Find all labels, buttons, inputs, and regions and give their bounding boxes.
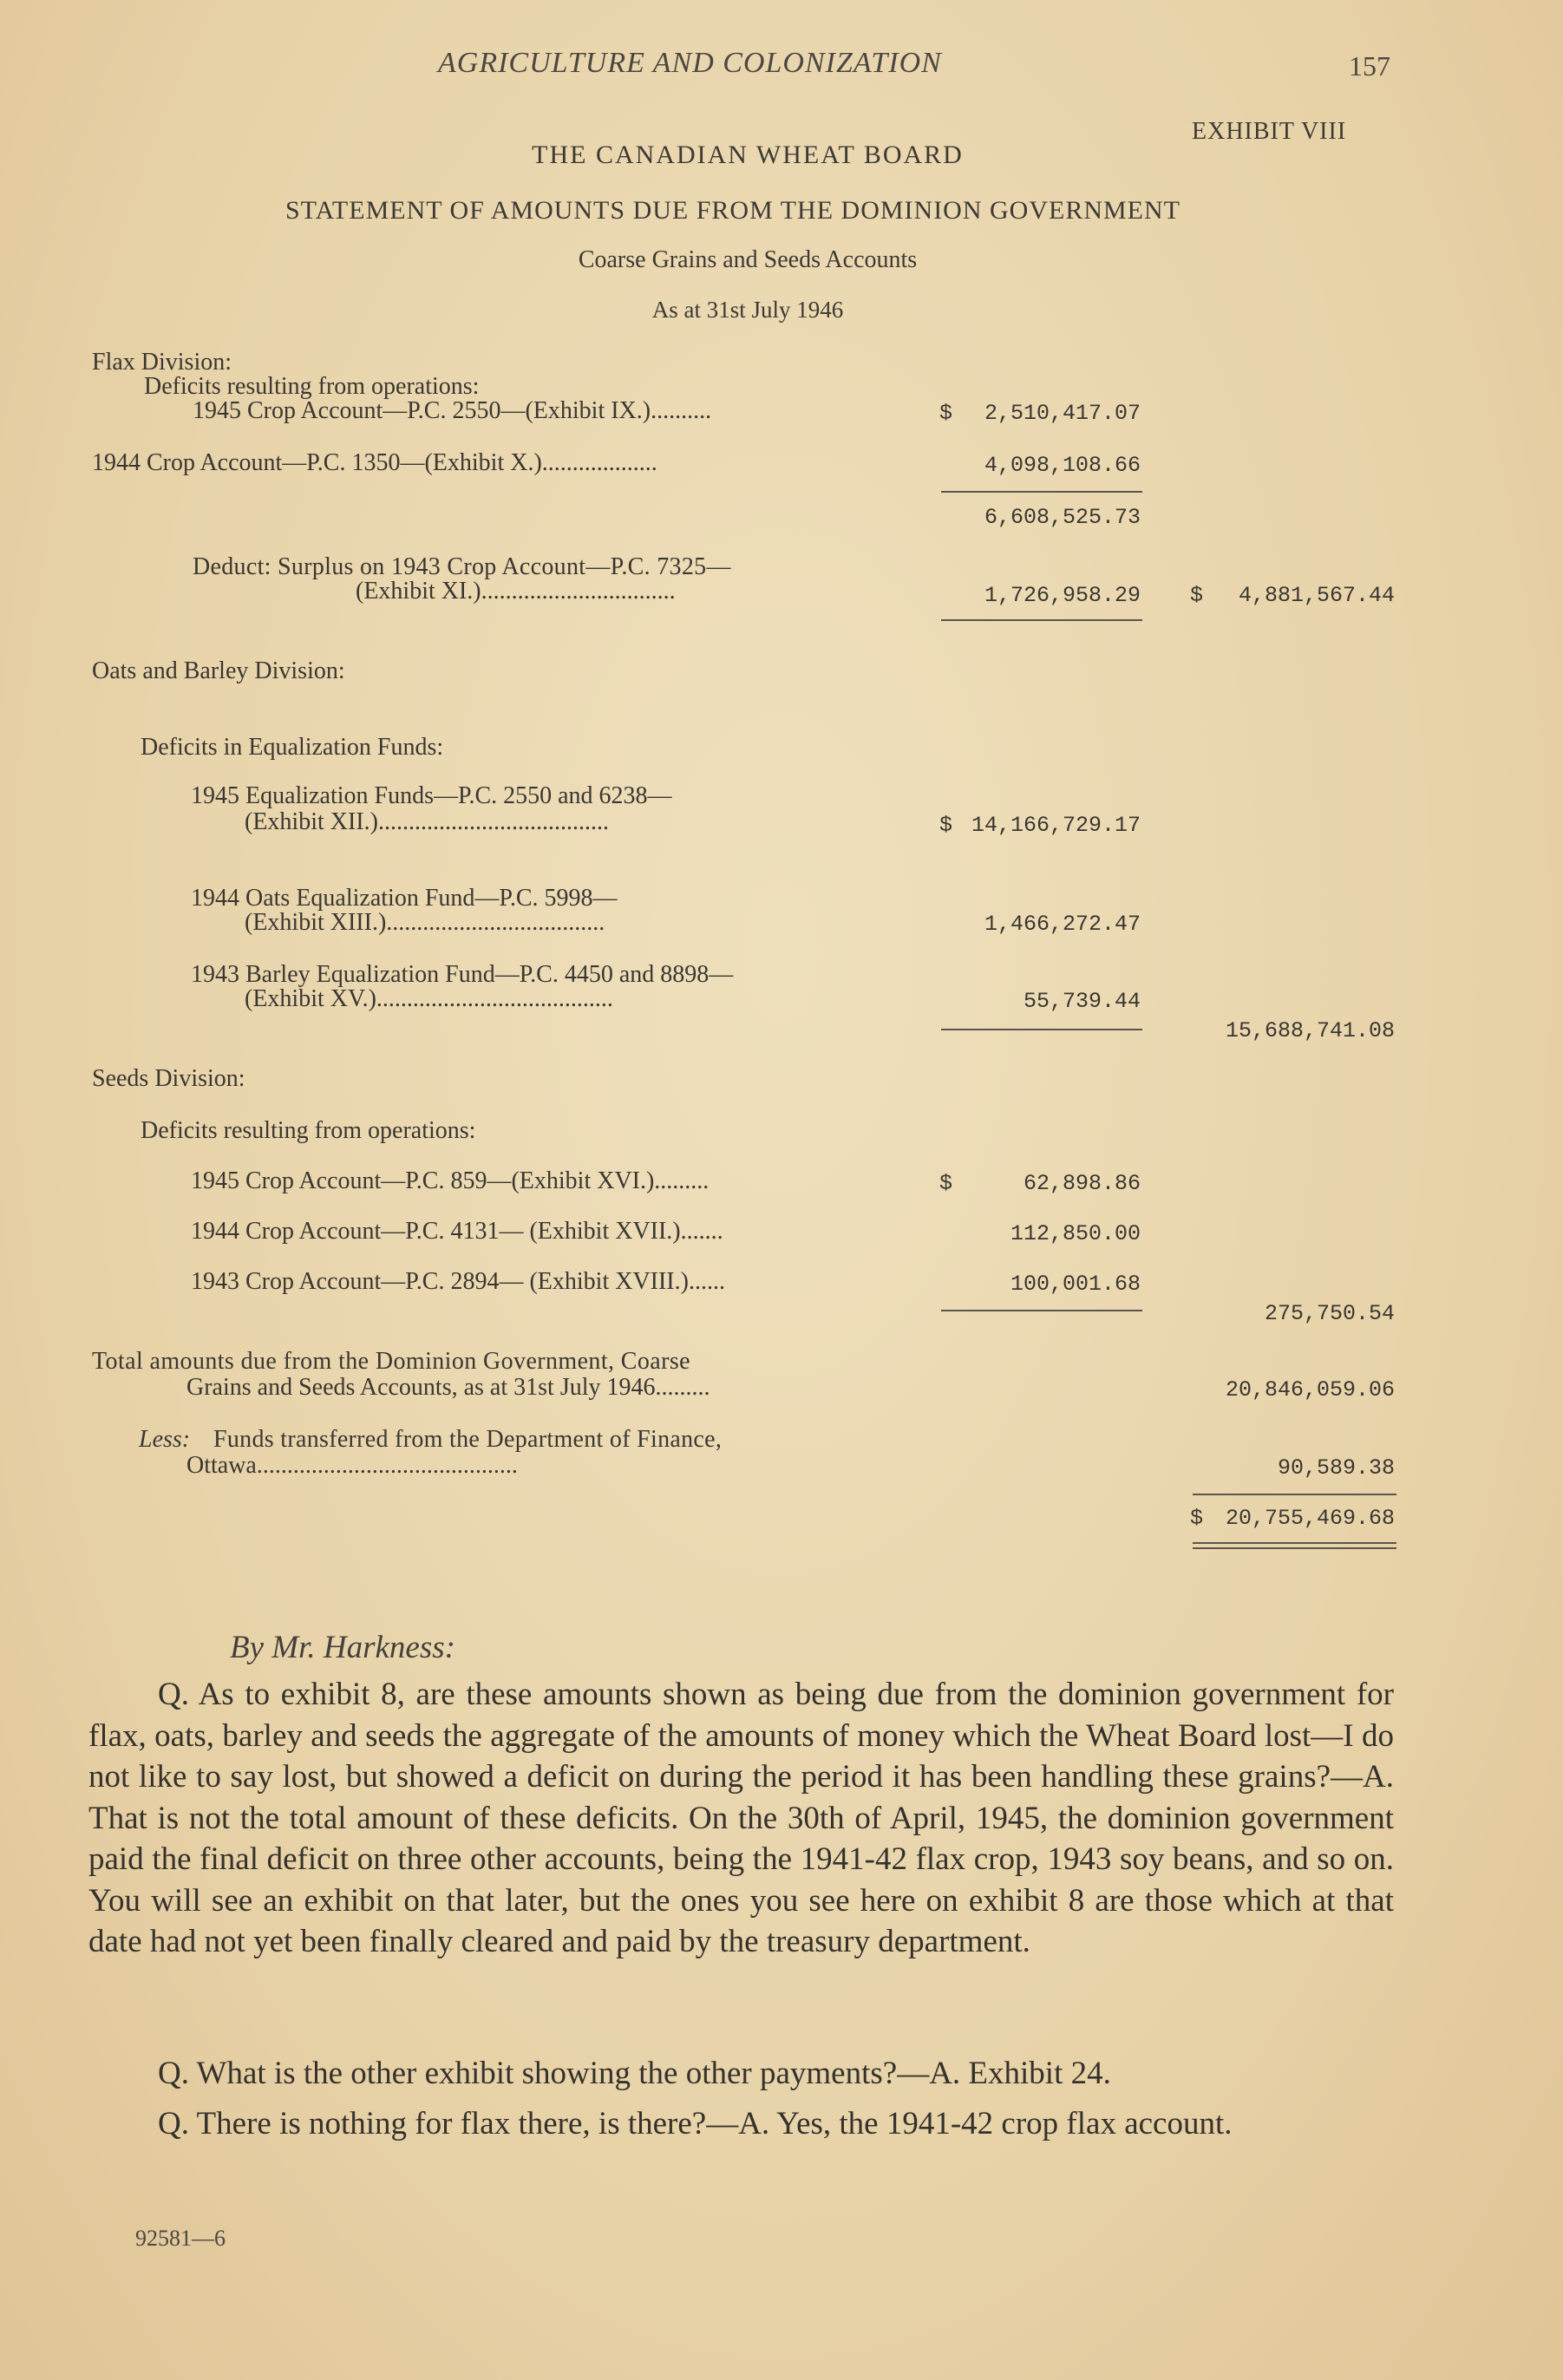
deduct-label: (Exhibit XI.)................................ <box>356 578 676 605</box>
testimony-paragraph <box>88 2103 1394 2145</box>
less-amount: 90,589.38 <box>1277 1455 1395 1481</box>
section-heading: Flax Division: <box>92 349 232 376</box>
speaker-heading: By Mr. Harkness: <box>230 1630 455 1665</box>
subtotal-rule <box>941 491 1142 493</box>
division-total: 275,750.54 <box>1264 1301 1395 1326</box>
deduct-amount: 1,726,958.29 <box>984 583 1141 608</box>
double-rule-top <box>1193 1542 1396 1544</box>
total-rule <box>1193 1494 1396 1495</box>
deduct-label: Deduct: Surplus on 1943 Crop Account—P.C. 7325— <box>193 553 731 580</box>
line-item-label: 1943 Barley Equalization Fund—P.C. 4450 and 8898— <box>191 961 734 988</box>
printer-code: 92581—6 <box>135 2226 226 2251</box>
statement-subtitle: Coarse Grains and Seeds Accounts <box>578 246 918 273</box>
paragraph-text: Q. There is nothing for flax there, is there?—A. Yes, the 1941-42 crop flax account. <box>158 2106 1233 2141</box>
line-item-amount: 2,510,417.07 <box>984 401 1141 426</box>
division-total: 4,881,567.44 <box>1238 583 1395 608</box>
line-item-amount: 100,001.68 <box>1010 1272 1141 1297</box>
dollar-sign: $ <box>1190 583 1204 608</box>
section-subheading: Deficits in Equalization Funds: <box>141 734 444 761</box>
double-rule-bottom <box>1193 1547 1396 1549</box>
line-item-amount: 112,850.00 <box>1010 1221 1141 1246</box>
line-item-label: 1943 Crop Account—P.C. 2894— (Exhibit XVIII.)...... <box>191 1268 725 1295</box>
paragraph-text: Q. What is the other exhibit showing the other payments?—A. Exhibit 24. <box>158 2056 1111 2091</box>
subtotal-amount: 6,608,525.73 <box>984 505 1141 530</box>
line-item-label: 1944 Oats Equalization Fund—P.C. 5998— <box>191 885 618 912</box>
testimony-paragraph <box>88 2053 1394 2095</box>
page-number: 157 <box>1349 50 1390 82</box>
less-label: Funds transferred from the Department of Finance, <box>213 1426 723 1453</box>
dollar-sign: $ <box>939 1171 953 1196</box>
statement-title: STATEMENT OF AMOUNTS DUE FROM THE DOMINION GOVERNMENT <box>284 196 1180 225</box>
line-item-label: (Exhibit XIII.).................................... <box>245 909 605 936</box>
statement-date: As at 31st July 1946 <box>651 297 844 323</box>
dollar-sign: $ <box>1190 1506 1204 1531</box>
subtotal-rule <box>941 1310 1142 1311</box>
dollar-sign: $ <box>939 401 953 426</box>
line-item-amount: 62,898.86 <box>1023 1171 1141 1196</box>
section-subheading: Deficits resulting from operations: <box>144 373 480 400</box>
line-item-label: 1945 Crop Account—P.C. 859—(Exhibit XVI.)......... <box>191 1167 710 1194</box>
net-total-amount: 20,755,469.68 <box>1225 1506 1395 1531</box>
line-item-label: (Exhibit XII.)...................................... <box>245 808 609 835</box>
running-title: AGRICULTURE AND COLONIZATION <box>438 47 942 79</box>
total-due-amount: 20,846,059.06 <box>1225 1377 1395 1402</box>
line-item-label: 1944 Crop Account—P.C. 4131— (Exhibit XVII.)....... <box>191 1218 723 1245</box>
testimony-paragraph <box>88 1674 1394 1963</box>
subtotal-rule <box>941 1029 1142 1030</box>
line-item-amount: 1,466,272.47 <box>984 912 1141 937</box>
dollar-sign: $ <box>939 813 953 838</box>
section-subheading: Deficits resulting from operations: <box>141 1117 476 1144</box>
division-total: 15,688,741.08 <box>1225 1018 1395 1043</box>
section-heading: Seeds Division: <box>92 1065 245 1092</box>
line-item-amount: 14,166,729.17 <box>971 813 1141 838</box>
less-label: Ottawa........................................... <box>186 1452 518 1479</box>
paragraph-text: Q. As to exhibit 8, are these amounts shown as being due from the dominion government for flax, oats, barley and seeds the aggregate of the amounts of money which the Wheat Board lost—I do not like to say lost, but showed a deficit on during the period it has been handling these grains?—A. That is not the total amount of these deficits. On the 30th of April, 1945, the dominion government paid the final deficit on three other accounts, being the 1941-42 flax crop, 1943 soy beans, and so on. You will see an exhibit on that later, but the ones you see here on exhibit 8 are those which at that date had not yet been finally cleared and paid by the treasury department. <box>88 1677 1394 1959</box>
less-word: Less: <box>139 1426 191 1453</box>
subtotal-rule <box>941 619 1142 621</box>
exhibit-label: EXHIBIT VIII <box>1192 118 1347 145</box>
line-item-label: 1945 Crop Account—P.C. 2550—(Exhibit IX.).......... <box>193 397 712 424</box>
total-due-label: Grains and Seeds Accounts, as at 31st July 1946......... <box>186 1374 710 1401</box>
line-item-label: (Exhibit XV.)....................................... <box>245 985 613 1012</box>
org-name: THE CANADIAN WHEAT BOARD <box>532 141 964 169</box>
line-item-label: 1944 Crop Account—P.C. 1350—(Exhibit X.)................... <box>92 449 657 476</box>
line-item-amount: 4,098,108.66 <box>984 453 1141 478</box>
section-heading: Oats and Barley Division: <box>92 657 345 684</box>
line-item-label: 1945 Equalization Funds—P.C. 2550 and 6238— <box>191 782 672 809</box>
line-item-amount: 55,739.44 <box>1023 989 1141 1014</box>
total-due-label: Total amounts due from the Dominion Government, Coarse <box>92 1348 690 1375</box>
